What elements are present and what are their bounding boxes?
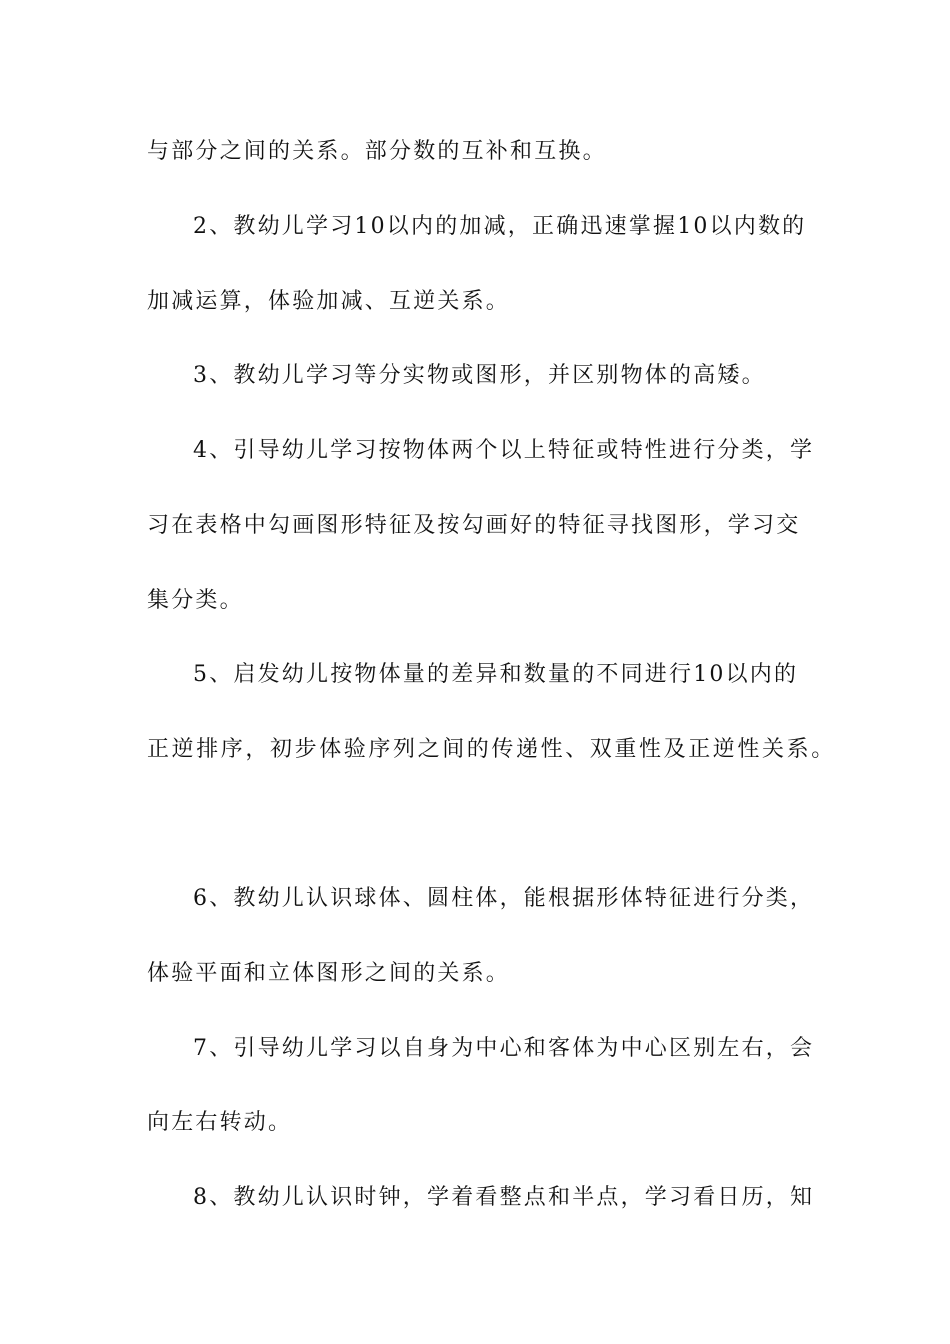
list-item-8-line-1: 8、教幼儿认识时钟，学着看整点和半点，学习看日历，知 [193, 1185, 815, 1210]
list-item-4-line-3: 集分类。 [147, 588, 244, 613]
list-item-7-line-1: 7、引导幼儿学习以自身为中心和客体为中心区别左右，会 [193, 1036, 815, 1061]
list-item-7-line-2: 向左右转动。 [147, 1110, 293, 1135]
list-item-5-line-1: 5、启发幼儿按物体量的差异和数量的不同进行10以内的 [193, 662, 799, 687]
list-item-4-line-2: 习在表格中勾画图形特征及按勾画好的特征寻找图形，学习交 [147, 513, 801, 538]
list-item-6-line-1: 6、教幼儿认识球体、圆柱体，能根据形体特征进行分类， [193, 886, 815, 911]
list-item-5-line-2: 正逆排序，初步体验序列之间的传递性、双重性及正逆性关系。 [147, 737, 836, 762]
list-item-3-line-1: 3、教幼儿学习等分实物或图形，并区别物体的高矮。 [193, 363, 766, 388]
list-item-4-line-1: 4、引导幼儿学习按物体两个以上特征或特性进行分类，学 [193, 438, 815, 463]
list-item-2-line-1: 2、教幼儿学习10以内的加减，正确迅速掌握10以内数的 [193, 214, 807, 239]
list-item-6-line-2: 体验平面和立体图形之间的关系。 [147, 961, 511, 986]
list-item-2-line-2: 加减运算，体验加减、互逆关系。 [147, 289, 511, 314]
text-line: 与部分之间的关系。部分数的互补和互换。 [147, 139, 607, 164]
